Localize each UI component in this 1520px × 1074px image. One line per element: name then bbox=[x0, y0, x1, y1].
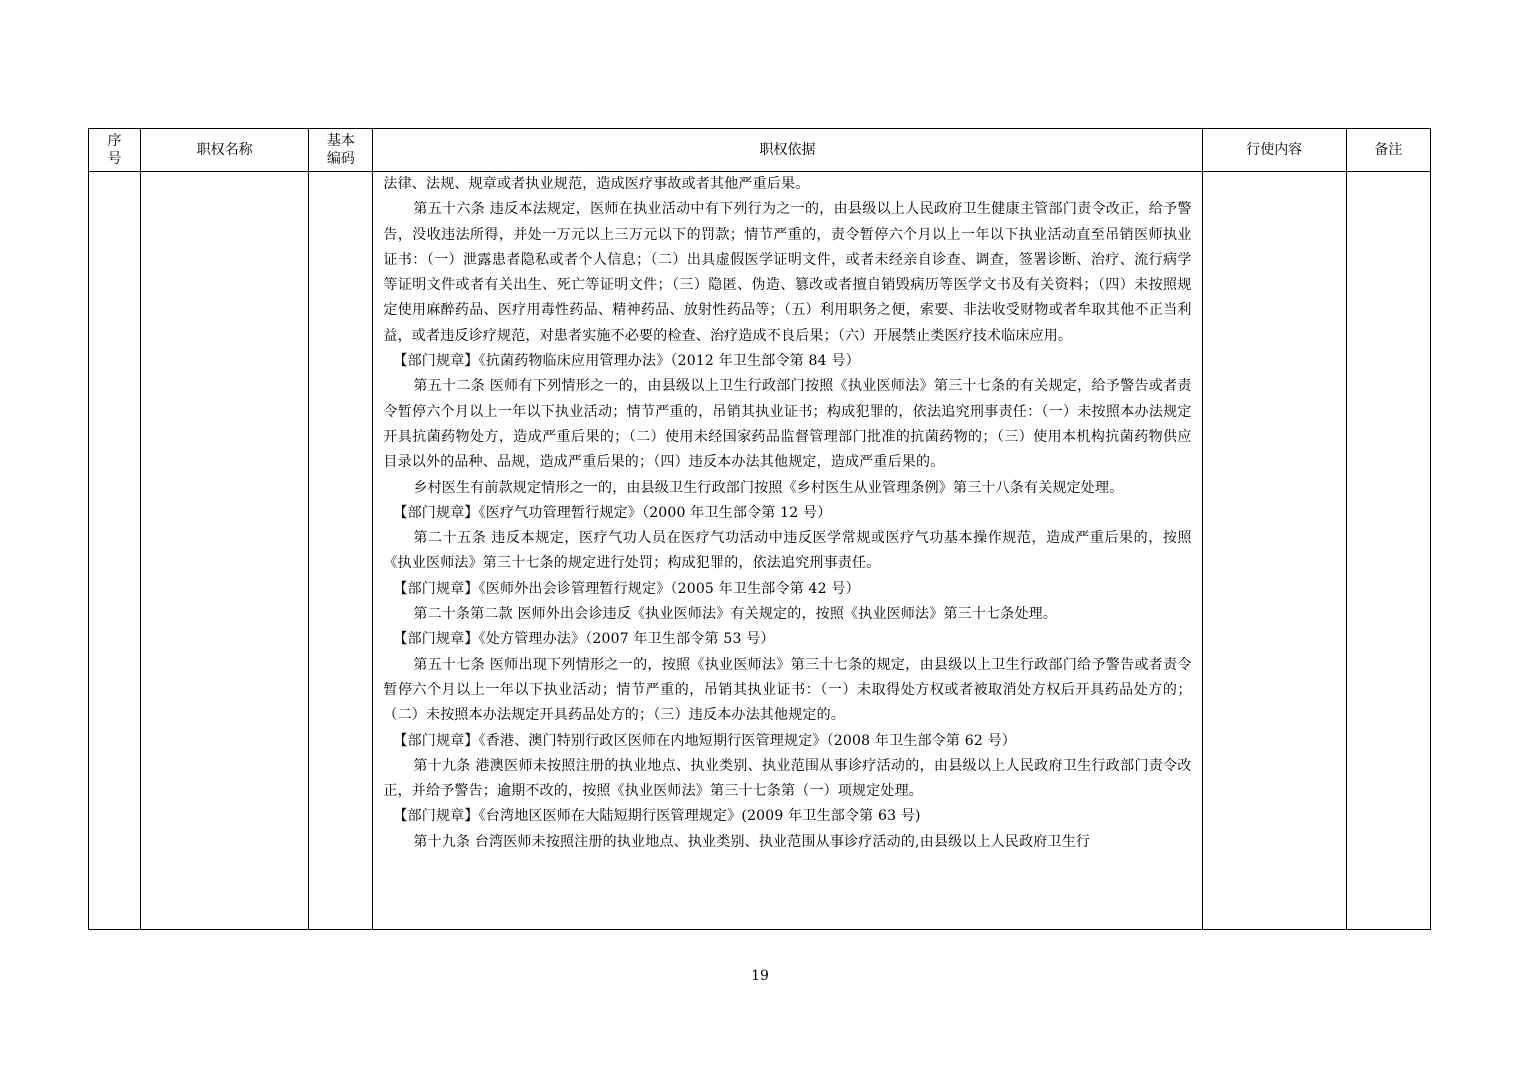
header-basis: 职权依据 bbox=[373, 129, 1202, 172]
table-row bbox=[89, 172, 1431, 930]
header-seq: 序号 bbox=[89, 129, 141, 172]
basis-paragraph: 【部门规章】《医疗气功管理暂行规定》（2000 年卫生部令第 12 号） bbox=[393, 504, 832, 521]
basis-paragraph: 法律、法规、规章或者执业规范，造成医疗事故或者其他严重后果。 bbox=[383, 176, 810, 192]
header-exec: 行使内容 bbox=[1202, 129, 1346, 172]
basis-paragraph: 第二十条第二款 医师外出会诊违反《执业医师法》有关规定的，按照《执业医师法》第三十七条处理。 bbox=[413, 606, 1058, 623]
basis-paragraph: 第五十七条 医师出现下列情形之一的，按照《执业医师法》第三十七条的规定，由县级以上卫生行政部门给予警告或者责令暂停六个月以上一年以下执业活动；情节严重的，吊销其执业证书：（一）未取得处方权或者被取消处方权后开具药品处方的；（二）未按照本办法规定开具药品处方的；（三）违反本办法其他规定的。 bbox=[383, 656, 1192, 724]
basis-paragraph: 【部门规章】《台湾地区医师在大陆短期行医管理规定》(2009 年卫生部令第 63 号) bbox=[393, 808, 921, 825]
basis-paragraph: 第二十五条 违反本规定，医疗气功人员在医疗气功活动中违反医学常规或医疗气功基本操作规范，造成严重后果的，按照《执业医师法》第三十七条的规定进行处罚；构成犯罪的，依法追究刑事责任。 bbox=[383, 530, 1192, 572]
cell-exec bbox=[1202, 172, 1346, 930]
basis-paragraph: 第十九条 台湾医师未按照注册的执业地点、执业类别、执业范围从事诊疗活动的,由县级以上人民政府卫生行 bbox=[413, 833, 1091, 850]
basis-paragraph: 【部门规章】《医师外出会诊管理暂行规定》（2005 年卫生部令第 42 号） bbox=[393, 580, 860, 597]
basis-paragraph: 第五十六条 违反本法规定，医师在执业活动中有下列行为之一的，由县级以上人民政府卫生健康主管部门责令改正，给予警告，没收违法所得，并处一万元以上三万元以下的罚款；情节严重的，责令暂停六个月以上一年以下执业活动直至吊销医师执业证书：（一）泄露患者隐私或者个人信息；（二）出具虚假医学证明文件，或者未经亲自诊查、调查，签署诊断、治疗、流行病学等证明文件或者有关出生、死亡等证明文件；（三）隐匿、伪造、篡改或者擅自销毁病历等医学文书及有关资料；（四）未按照规定使用麻醉药品、医疗用毒性药品、精神药品、放射性药品等；（五）利用职务之便，索要、非法收受财物或者牟取其他不正当利益，或者违反诊疗规范，对患者实施不必要的检查、治疗造成不良后果；（六）开展禁止类医疗技术临床应用。 bbox=[383, 201, 1192, 344]
cell-seq bbox=[89, 172, 141, 930]
cell-code bbox=[309, 172, 373, 930]
basis-paragraph: 【部门规章】《香港、澳门特别行政区医师在内地短期行医管理规定》（2008 年卫生部令第 62 号） bbox=[393, 732, 1016, 749]
cell-remark bbox=[1346, 172, 1430, 930]
basis-paragraph: 【部门规章】《处方管理办法》（2007 年卫生部令第 53 号） bbox=[393, 631, 775, 648]
header-code: 基本编码 bbox=[309, 129, 373, 172]
cell-name bbox=[141, 172, 309, 930]
authority-table bbox=[88, 128, 1431, 930]
header-name: 职权名称 bbox=[141, 129, 309, 172]
header-remark: 备注 bbox=[1346, 129, 1430, 172]
basis-paragraph: 乡村医生有前款规定情形之一的，由县级卫生行政部门按照《乡村医生从业管理条例》第三十八条有关规定处理。 bbox=[413, 479, 1124, 496]
cell-basis bbox=[373, 172, 1202, 930]
table-header-row bbox=[89, 129, 1431, 172]
basis-paragraph: 第五十二条 医师有下列情形之一的，由县级以上卫生行政部门按照《执业医师法》第三十七条的有关规定，给予警告或者责令暂停六个月以上一年以下执业活动；情节严重的，吊销其执业证书；构成犯罪的，依法追究刑事责任：（一）未按照本办法规定开具抗菌药物处方，造成严重后果的；（二）使用未经国家药品监督管理部门批准的抗菌药物的；（三）使用本机构抗菌药物供应目录以外的品种、品规，造成严重后果的；（四）违反本办法其他规定，造成严重后果的。 bbox=[383, 378, 1192, 471]
page-number: 19 bbox=[751, 968, 769, 984]
basis-paragraph: 【部门规章】《抗菌药物临床应用管理办法》（2012 年卫生部令第 84 号） bbox=[393, 353, 860, 370]
basis-paragraph: 第十九条 港澳医师未按照注册的执业地点、执业类别、执业范围从事诊疗活动的，由县级以上人民政府卫生行政部门责令改正，并给予警告；逾期不改的，按照《执业医师法》第三十七条第（一）项规定处理。 bbox=[383, 757, 1192, 800]
